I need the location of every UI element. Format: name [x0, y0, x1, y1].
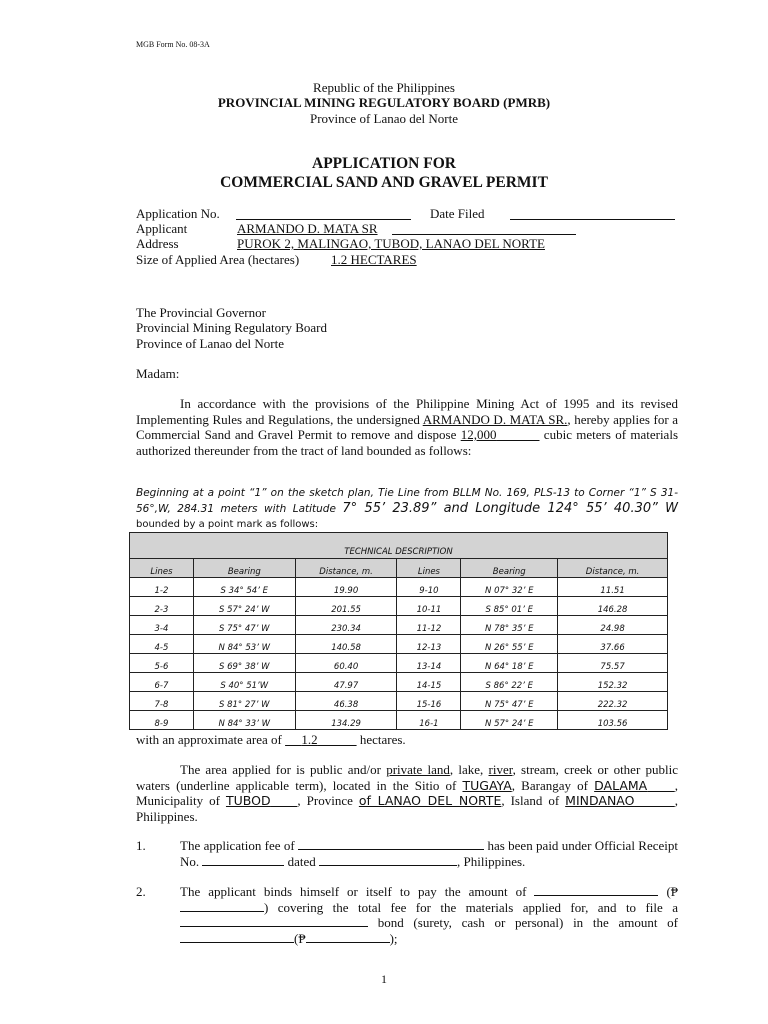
- form-number: MGB Form No. 08-3A: [136, 40, 210, 49]
- table-cell: S 57° 24’ W: [193, 597, 295, 616]
- table-cell: 5-6: [130, 654, 194, 673]
- table-cell: 134.29: [295, 711, 397, 730]
- item-text: The applicant binds himself or itself to pay the amount of (₱) covering the total fee for the materials applied for, and to file a bond (surety, cash or personal) in the amount of (₱ );: [180, 884, 679, 946]
- table-cell: 230.34: [295, 616, 397, 635]
- item-text: The application fee of has been paid under Official Receipt No. dated , Philippines.: [180, 838, 678, 869]
- table-row: [130, 616, 668, 635]
- table-cell: S 75° 47’ W: [193, 616, 295, 635]
- location-text-2: , lake,: [449, 762, 489, 777]
- bond-peso-blank[interactable]: [306, 931, 390, 943]
- table-cell: N 26° 55’ E: [461, 635, 558, 654]
- table-cell: S 81° 27’ W: [193, 692, 295, 711]
- amount-peso-blank[interactable]: [180, 900, 264, 912]
- amount-blank[interactable]: [534, 884, 658, 896]
- table-cell: N 84° 53’ W: [193, 635, 295, 654]
- header-board: PROVINCIAL MINING REGULATORY BOARD (PMRB): [217, 95, 551, 110]
- location-private-land: private land: [386, 762, 450, 777]
- header-province: Province of Lanao del Norte: [309, 111, 458, 126]
- table-column-header: Bearing: [193, 559, 295, 578]
- table-row: [130, 635, 668, 654]
- area-line-value: 1.2: [301, 732, 318, 747]
- bond-type-blank[interactable]: [180, 915, 368, 927]
- intro-text-1: In accordance with the provisions of the Philippine Mining Act of 1995 and its revised Implementing Rules and Regulations, the undersigned: [136, 396, 678, 427]
- table-cell: 47.97: [295, 673, 397, 692]
- table-cell: 11-12: [397, 616, 461, 635]
- table-cell: 60.40: [295, 654, 397, 673]
- receipt-date-blank[interactable]: [319, 854, 457, 866]
- location-text-6: , Province: [297, 793, 359, 808]
- table-cell: S 86° 22’ E: [461, 673, 558, 692]
- tie-line-longitude: Longitude 124° 55’ 40.30” W: [475, 501, 678, 516]
- table-cell: N 78° 35’ E: [461, 616, 558, 635]
- intro-volume-blank: [496, 427, 539, 442]
- location-text-1: The area applied for is public and/or: [180, 762, 387, 777]
- table-cell: N 84° 33’ W: [193, 711, 295, 730]
- table-column-header: Bearing: [461, 559, 558, 578]
- table-row: [130, 597, 668, 616]
- table-row: [130, 711, 668, 730]
- item-number: 2.: [136, 884, 146, 899]
- table-cell: S 85° 01’ E: [461, 597, 558, 616]
- table-cell: S 34° 54’ E: [193, 578, 295, 597]
- tie-line-latitude: 7° 55’ 23.89”: [342, 501, 437, 516]
- table-cell: 1-2: [130, 578, 194, 597]
- applicant-value: ARMANDO D. MATA SR: [237, 221, 378, 236]
- table-cell: 103.56: [558, 711, 668, 730]
- addressee-line1: The Provincial Governor: [136, 305, 266, 320]
- table-cell: 3-4: [130, 616, 194, 635]
- table-cell: N 57° 24’ E: [461, 711, 558, 730]
- location-river: river: [488, 762, 513, 777]
- table-cell: 6-7: [130, 673, 194, 692]
- application-no-label: Application No.: [136, 206, 220, 221]
- table-cell: S 40° 51’W: [193, 673, 295, 692]
- table-cell: 11.51: [558, 578, 668, 597]
- item-number: 1.: [136, 838, 146, 853]
- page-number: 1: [381, 972, 387, 986]
- intro-applicant-name: ARMANDO D. MATA SR.: [422, 411, 568, 427]
- table-column-header: Lines: [130, 559, 194, 578]
- intro-paragraph: [136, 396, 678, 458]
- intro-text-2: , hereby applies for a Commercial Sand and Gravel Permit to remove and dispose: [136, 411, 678, 442]
- bond-amount-blank[interactable]: [180, 931, 294, 943]
- table-cell: 7-8: [130, 692, 194, 711]
- header-republic: Republic of the Philippines: [313, 80, 455, 95]
- table-cell: 201.55: [295, 597, 397, 616]
- table-cell: 15-16: [397, 692, 461, 711]
- tie-line-text: Beginning at a point “1” on the sketch plan, Tie Line from BLLM No. 169, PLS-13 to Corner “1” S 31-56°,W, 284.31 meters with Latitude: [136, 487, 678, 515]
- table-column-header: Lines: [397, 559, 461, 578]
- table-row: [130, 673, 668, 692]
- table-cell: 12-13: [397, 635, 461, 654]
- table-column-header: Distance, m.: [295, 559, 397, 578]
- date-filed-label: Date Filed: [430, 206, 485, 221]
- location-text-7: , Island of: [501, 793, 566, 808]
- table-cell: 16-1: [397, 711, 461, 730]
- address-value: PUROK 2, MALINGAO, TUBOD, LANAO DEL NORTE: [237, 236, 545, 251]
- table-title: TECHNICAL DESCRIPTION: [130, 533, 668, 559]
- tie-line-description: [136, 486, 678, 532]
- area-line-text-1: with an approximate area of: [136, 732, 286, 747]
- location-barangay: DALAMA: [594, 777, 648, 793]
- addressee-line3: Province of Lanao del Norte: [136, 336, 285, 351]
- tie-line-tail: bounded by a point mark as follows:: [136, 519, 319, 530]
- tie-line-and: and: [436, 501, 476, 516]
- salutation: Madam:: [136, 366, 180, 381]
- intro-text-3: cubic meters of materials authorized thereunder from the tract of land bounded as follows:: [136, 427, 679, 458]
- fee-blank[interactable]: [298, 838, 484, 850]
- table-row: [130, 578, 668, 597]
- table-cell: 10-11: [397, 597, 461, 616]
- table-cell: 222.32: [558, 692, 668, 711]
- table-cell: 46.38: [295, 692, 397, 711]
- applicant-label: Applicant: [136, 221, 188, 236]
- table-cell: 140.58: [295, 635, 397, 654]
- location-text-4: , Barangay of: [511, 777, 595, 793]
- area-line-text-2: hectares.: [356, 732, 406, 747]
- document-title-line1: APPLICATION FOR: [312, 155, 456, 172]
- table-cell: N 07° 32’ E: [461, 578, 558, 597]
- area-line: [136, 732, 406, 748]
- date-filed-blank[interactable]: [510, 208, 675, 220]
- table-row: [130, 654, 668, 673]
- table-cell: 8-9: [130, 711, 194, 730]
- location-municipality: TUBOD: [225, 793, 271, 808]
- table-cell: 24.98: [558, 616, 668, 635]
- address-label: Address: [136, 236, 179, 251]
- location-province: of LANAO DEL NORTE: [358, 793, 502, 808]
- table-cell: 19.90: [295, 578, 397, 597]
- document-title-line2: COMMERCIAL SAND AND GRAVEL PERMIT: [220, 174, 548, 191]
- technical-description-table: [129, 532, 668, 730]
- table-cell: N 75° 47’ E: [461, 692, 558, 711]
- location-text-3: , stream, creek or other public waters (underline applicable term), located in the Sitio of: [136, 762, 679, 793]
- table-cell: S 69° 38’ W: [193, 654, 295, 673]
- table-cell: 152.32: [558, 673, 668, 692]
- table-cell: 37.66: [558, 635, 668, 654]
- area-label: Size of Applied Area (hectares): [136, 252, 300, 267]
- table-cell: 2-3: [130, 597, 194, 616]
- table-cell: 4-5: [130, 635, 194, 654]
- applicant-blank: [392, 223, 576, 235]
- receipt-no-blank[interactable]: [202, 854, 284, 866]
- area-value: 1.2 HECTARES: [331, 252, 417, 267]
- location-text-5: , Municipality of: [136, 777, 678, 808]
- location-paragraph: [136, 762, 678, 824]
- table-cell: 13-14: [397, 654, 461, 673]
- intro-volume: 12,000: [460, 427, 497, 442]
- addressee-line2: Provincial Mining Regulatory Board: [136, 320, 328, 335]
- location-island: MINDANAO: [565, 793, 635, 808]
- table-cell: 14-15: [397, 673, 461, 692]
- table-cell: 9-10: [397, 578, 461, 597]
- table-cell: N 64° 18’ E: [461, 654, 558, 673]
- location-text-8: , Philippines.: [136, 793, 678, 824]
- table-cell: 75.57: [558, 654, 668, 673]
- application-no-blank[interactable]: [236, 208, 411, 220]
- location-sitio: TUGAYA: [462, 777, 512, 793]
- table-row: [130, 692, 668, 711]
- table-column-header: Distance, m.: [558, 559, 668, 578]
- table-cell: 146.28: [558, 597, 668, 616]
